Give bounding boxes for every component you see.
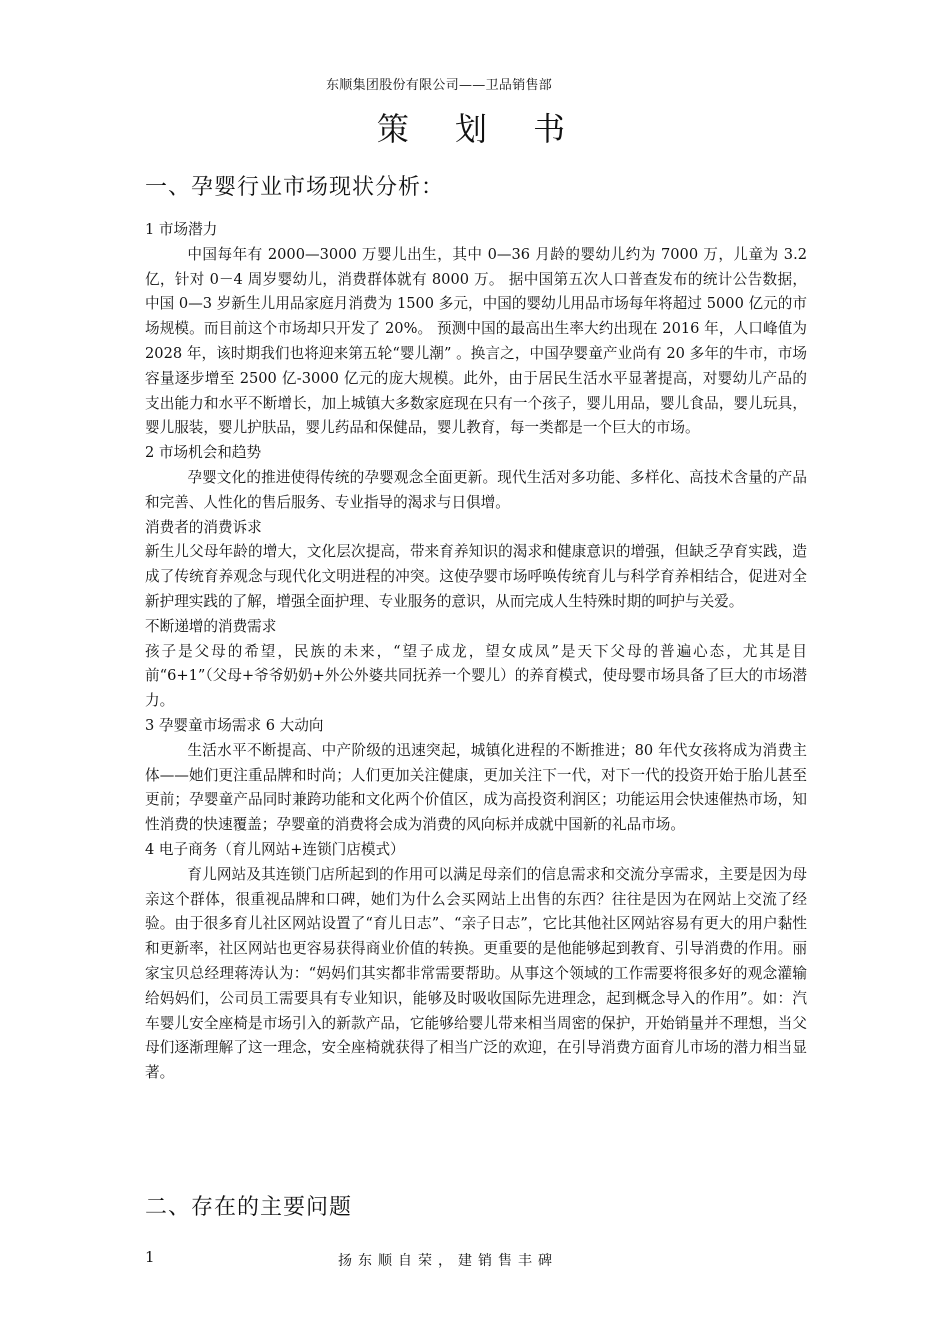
section2-heading: 二、存在的主要问题 — [145, 1195, 353, 1220]
consumer-demand-paragraph: 新生儿父母年龄的增大，文化层次提高，带来育养知识的渴求和健康意识的增强，但缺乏孕育实践，造成了传统育养观念与现代化文明进程的冲突。这使孕婴市场呼唤传统育儿与科学育养相结合，促进对全新护理实践的了解，增强全面护理、专业服务的意识，从而完成人生特殊时期的呵护与关爱。 — [145, 543, 807, 610]
consumer-demand-heading: 消费者的消费诉求 — [145, 518, 262, 536]
page-number: 1 — [145, 1248, 155, 1266]
sub1-heading: 1 市场潜力 — [145, 221, 218, 238]
growing-demand-heading: 不断递增的消费需求 — [145, 617, 277, 635]
sub2-heading: 2 市场机会和趋势 — [145, 444, 262, 462]
sub2-paragraph: 孕婴文化的推进使得传统的孕婴观念全面更新。现代生活对多功能、多样化、高技术含量的产品和完善、人性化的售后服务、专业指导的渴求与日俱增。 — [145, 468, 807, 511]
sub4-heading: 4 电子商务（育儿网站+连锁门店模式） — [145, 840, 405, 858]
sub4-paragraph: 育儿网站及其连锁门店所起到的作用可以满足母亲们的信息需求和交流分享需求，主要是因为母亲这个群体，很重视品牌和口碑，她们为什么会买网站上出售的东西？往往是因为在网站上交流了经验。由于很多育儿社区网站设置了“育儿日志”、“亲子日志”，它比其他社区网站容易有更大的用户黏性和更新率，社区网站也更容易获得商业价值的转换。更重要的是他能够起到教育、引导消费的作用。丽家宝贝总经理蒋涛认为：“妈妈们其实都非常需要帮助。从事这个领域的工作需要将很多好的观念灌输给妈妈们，公司员工需要具有专业知识，能够及时吸收国际先进理念，起到概念导入的作用”。如：汽车婴儿安全座椅是市场引入的新款产品，它能够给婴儿带来相当周密的保护，开始销量并不理想，当父母们逐渐理解了这一理念，安全座椅就获得了相当广泛的欢迎，在引导消费方面育儿市场的潜力相当显著。 — [145, 865, 807, 1082]
footer-slogan: 扬东顺自荣，建销售丰碑 — [338, 1253, 558, 1269]
section1-heading: 一、孕婴行业市场现状分析： — [145, 175, 445, 200]
sub1-paragraph: 中国每年有 2000—3000 万婴儿出生，其中 0—36 月龄的婴幼儿约为 7000 万，儿童为 3.2 亿，针对 0－4 周岁婴幼儿，消费群体就有 8000 万。 据中国第五次人口普查发布的统计公告数据，中国 0—3 岁新生儿用品家庭月消费为 1500 多元，中国的婴幼儿用品市场每年将超过 5000 亿元的市场规模。而目前这个市场却只开发了 20%。 预测中国的最高出生率大约出现在 2016 年，人口峰值为 2028 年，该时期我们也将迎来第五轮“婴儿潮” 。换言之，中国孕婴童产业尚有 20 多年的牛市，市场容量逐步增至 2500 亿-3000 亿元的庞大规模。此外，由于居民生活水平显著提高，对婴幼儿产品的支出能力和水平不断增长，加上城镇大多数家庭现在只有一个孩子，婴儿用品，婴儿食品，婴儿玩具，婴儿服装，婴儿护肤品，婴儿药品和保健品，婴儿教育，每一类都是一个巨大的市场。 — [145, 245, 807, 437]
sub3-heading: 3 孕婴童市场需求 6 大动向 — [145, 716, 324, 734]
section1-body — [145, 218, 807, 1086]
sub3-paragraph: 生活水平不断提高、中产阶级的迅速突起，城镇化进程的不断推进；80 年代女孩将成为消费主体——她们更注重品牌和时尚；人们更加关注健康，更加关注下一代，对下一代的投资开始于胎儿甚至更前；孕婴童产品同时兼跨功能和文化两个价值区，成为高投资利润区；功能运用会快速催热市场，知性消费的快速覆盖；孕婴童的消费将会成为消费的风向标并成就中国新的礼品市场。 — [145, 741, 807, 834]
growing-demand-paragraph: 孩子是父母的希望，民族的未来，“望子成龙，望女成凤”是天下父母的普遍心态，尤其是目前“6+1”（父母+爷爷奶奶+外公外婆共同抚养一个婴儿）的养育模式，使母婴市场具备了巨大的市场潜力。 — [145, 642, 807, 710]
page-title: 策 划 书 — [376, 110, 584, 148]
company-header: 东顺集团股份有限公司——卫品销售部 — [326, 78, 553, 93]
